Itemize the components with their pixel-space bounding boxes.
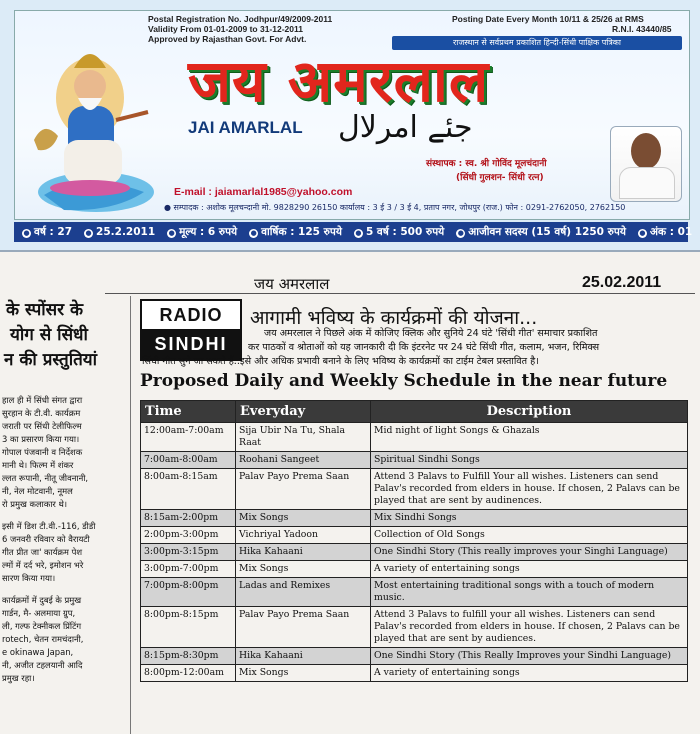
- row-description: Collection of Old Songs: [371, 527, 688, 544]
- row-description: A variety of entertaining songs: [371, 561, 688, 578]
- bullet-icon: ●: [85, 229, 92, 237]
- schedule-header-row: [141, 401, 688, 423]
- tagline-banner: राजस्थान से सर्वप्रथम प्रकाशित हिन्दी-सिंधी पाक्षिक पत्रिका: [392, 36, 682, 50]
- row-time: 8:15pm-8:30pm: [141, 648, 236, 665]
- info-bar: [14, 222, 693, 242]
- page-header-date: 25.02.2011: [582, 274, 662, 291]
- radio-label: RADIO: [142, 301, 240, 329]
- table-row: [141, 423, 688, 452]
- table-row: [141, 452, 688, 469]
- header-everyday: Everyday: [236, 401, 371, 423]
- left-line: गीत प्रीत जा' कार्यक्रम पेश: [2, 547, 83, 557]
- row-description: Attend 3 Palavs to Fulfill Your all wishes. Listeners can send Palav's recorded from elders in house. If chosen, 2 Palavs can be played that are sent by audinences.: [371, 469, 688, 510]
- row-description: A variety of entertaining songs: [371, 665, 688, 682]
- table-row: [141, 665, 688, 682]
- row-time: 7:00am-8:00am: [141, 452, 236, 469]
- left-line: e okinawa Japan,: [2, 647, 74, 657]
- row-program: Mix Songs: [236, 561, 371, 578]
- postal-registration: Postal Registration No. Jodhpur/49/2009-2011: [148, 14, 333, 24]
- validity: Validity From 01-01-2009 to 31-12-2011: [148, 24, 303, 34]
- left-line: ल्मों में दर्द भरे, इमोशन भरे: [2, 560, 84, 570]
- photo-body: [619, 167, 675, 199]
- schedule-table: [140, 400, 688, 682]
- row-time: 8:00pm-8:15pm: [141, 607, 236, 648]
- row-program: Palav Payo Prema Saan: [236, 469, 371, 510]
- left-line: 3 का प्रसारण किया गया।: [2, 434, 80, 444]
- row-program: Vichriyal Yadoon: [236, 527, 371, 544]
- left-headline: न की प्रस्तुतियां: [4, 350, 98, 370]
- left-line: सारण किया गया।: [2, 573, 56, 583]
- table-row: [141, 648, 688, 665]
- left-headline: योग से सिंधी: [10, 325, 88, 345]
- table-row: [141, 578, 688, 607]
- left-line: प्रमुख रहा।: [2, 673, 35, 683]
- table-row: [141, 544, 688, 561]
- row-program: Mix Songs: [236, 665, 371, 682]
- header-time: Time: [141, 401, 236, 423]
- sindhi-label: SINDHI: [142, 329, 240, 359]
- table-row: [141, 469, 688, 510]
- row-program: Hika Kahaani: [236, 544, 371, 561]
- left-headline: के स्पोंसर के: [6, 300, 84, 320]
- row-description: Mix Sindhi Songs: [371, 510, 688, 527]
- bullet-icon: ●: [639, 229, 646, 237]
- page-header-title: जय अमरलाल: [254, 275, 330, 293]
- left-line: रो प्रमुख कलाकार थे।: [2, 499, 68, 509]
- info-annual: ● वार्षिक : 125 रुपये: [250, 226, 342, 238]
- row-program: Mix Songs: [236, 510, 371, 527]
- radio-sindhi-logo: [140, 299, 242, 361]
- row-time: 3:00pm-3:15pm: [141, 544, 236, 561]
- row-program: Hika Kahaani: [236, 648, 371, 665]
- masthead: [0, 0, 700, 252]
- masthead-title-hindi: जय अमरलाल: [188, 47, 490, 115]
- approved-line: Approved by Rajasthan Govt. For Advt.: [148, 34, 307, 44]
- left-line: हाल ही में सिंधी संगत द्वारा: [2, 395, 83, 405]
- founder-subtitle: (सिंधी गुलशन- सिंधी रत्न): [456, 173, 544, 183]
- left-line: जराती पर सिंधी टेलीफिल्म: [2, 421, 82, 431]
- info-lifetime: ● आजीवन सदस्य (15 वर्ष) 1250 रुपये: [457, 226, 626, 238]
- header-rule: [105, 293, 695, 294]
- left-line: सुरहान के टी.वी. कार्यक्रम: [2, 408, 81, 418]
- bullet-icon: ●: [23, 229, 30, 237]
- left-line: ल्लत रूपानी, नीतू जीवनानी,: [2, 473, 89, 483]
- left-line: मानी थे। फिल्म में शंकर: [2, 460, 74, 470]
- row-description: Most entertaining traditional songs with a touch of modern music.: [371, 578, 688, 607]
- info-price: ● मूल्य : 6 रुपये: [168, 226, 238, 238]
- email-address: E-mail : jaiamarlal1985@yahoo.com: [174, 186, 353, 198]
- info-year: ● वर्ष : 27: [23, 226, 73, 238]
- left-line: इसी में डिश टी.वी.-116, डीडी: [2, 521, 96, 531]
- left-line: rotech, चेतन रामचंदानी,: [2, 634, 84, 644]
- info-five-year: ● 5 वर्ष : 500 रुपये: [355, 226, 445, 238]
- row-time: 7:00pm-8:00pm: [141, 578, 236, 607]
- row-description: One Sindhi Story (This really improves your Singhi Language): [371, 544, 688, 561]
- left-line: नी, नेल मोटवानी, नूमल: [2, 486, 73, 496]
- founder-photo: [610, 126, 682, 202]
- article-paragraph-line: जय अमरलाल ने पिछले अंक में कोजिए क्लिक और सुनिये 24 घंटे 'सिंधी गीत' समाचार प्रकाशित: [264, 328, 598, 339]
- left-line: नी, अजीत टहलयानी आदि: [2, 660, 83, 670]
- table-row: [141, 607, 688, 648]
- header-description: Description: [371, 401, 688, 423]
- bullet-icon: ●: [168, 229, 175, 237]
- row-time: 8:00pm-12:00am: [141, 665, 236, 682]
- row-program: Roohani Sangeet: [236, 452, 371, 469]
- left-line: कार्यक्रमों में दुबई के प्रमुख: [2, 595, 82, 605]
- masthead-title-english: JAI AMARLAL: [188, 118, 303, 137]
- masthead-title-urdu: جئے امرلال: [338, 110, 473, 145]
- row-time: 3:00pm-7:00pm: [141, 561, 236, 578]
- deity-illustration: [24, 20, 154, 216]
- row-time: 8:15am-2:00pm: [141, 510, 236, 527]
- info-date: ● 25.2.2011: [85, 226, 156, 238]
- article-paragraph-line: कर पाठकों व श्रोताओं को यह जानकारी दी कि इंटरनेट पर 24 घंटे सिंधी गीत, कलाम, भजन, रिमिक्स: [248, 342, 600, 353]
- article-heading-hindi: आगामी भविष्य के कार्यक्रमों की योजना...: [250, 307, 538, 329]
- left-line: गोपाल पंजवानी व निर्देशक: [2, 447, 83, 457]
- schedule-title: Proposed Daily and Weekly Schedule in the near future: [140, 371, 668, 391]
- left-column-article: [0, 296, 128, 734]
- row-description: Mid night of light Songs & Ghazals: [371, 423, 688, 452]
- bullet-icon: ●: [355, 229, 362, 237]
- editor-office-line: ● सम्पादक : अशोक मूलचन्दानी मो. 9828290 26150 कार्यालय : 3 ई 3 / 3 ई 4, प्रताप नगर, जोधपुर (राज.) फोन : 0291-2762050, 2762150: [164, 203, 626, 212]
- table-row: [141, 510, 688, 527]
- bullet-icon: ●: [250, 229, 257, 237]
- schedule-body: [141, 423, 688, 682]
- row-time: 2:00pm-3:00pm: [141, 527, 236, 544]
- left-line: 6 जनवरी रविवार को वैरायटी: [2, 534, 90, 544]
- column-rule: [130, 296, 131, 734]
- row-time: 8:00am-8:15am: [141, 469, 236, 510]
- row-description: Attend 3 Palavs to fulfill your all wishes. Listeners can send Palav's recorded from elders in house. If chosen, 2 Palavs can be played that are sent by audiences.: [371, 607, 688, 648]
- article-paragraph-line: सिंधी गीत सुने जा सकते हैं..इसे और अधिक प्रभावी बनाने के लिए भविष्य के कार्यक्रमों का टाईम टेबल प्रस्तावित है।: [142, 356, 539, 367]
- rni-number: R.N.I. 43440/85: [612, 24, 672, 34]
- row-program: Ladas and Remixes: [236, 578, 371, 607]
- photo-head: [631, 133, 661, 169]
- bullet-icon: ●: [457, 229, 464, 237]
- row-description: Spiritual Sindhi Songs: [371, 452, 688, 469]
- row-time: 12:00am-7:00am: [141, 423, 236, 452]
- row-program: Palav Payo Prema Saan: [236, 607, 371, 648]
- left-line: ली, गल्फ टेक्नीकल प्रिंटिंग: [2, 621, 82, 631]
- founder-line: संस्थापक : स्व. श्री गोविंद मूलचंदानी: [426, 159, 547, 169]
- table-row: [141, 561, 688, 578]
- posting-date: Posting Date Every Month 10/11 & 25/26 at RMS: [452, 14, 644, 24]
- row-program: Sija Ubir Na Tu, Shala Raat: [236, 423, 371, 452]
- left-line: गार्डन, मै- अलमाया ग्रुप,: [2, 608, 76, 618]
- row-description: One Sindhi Story (This Really Improves your Sindhi Language): [371, 648, 688, 665]
- info-issue: ● अंक : 01: [639, 226, 693, 238]
- table-row: [141, 527, 688, 544]
